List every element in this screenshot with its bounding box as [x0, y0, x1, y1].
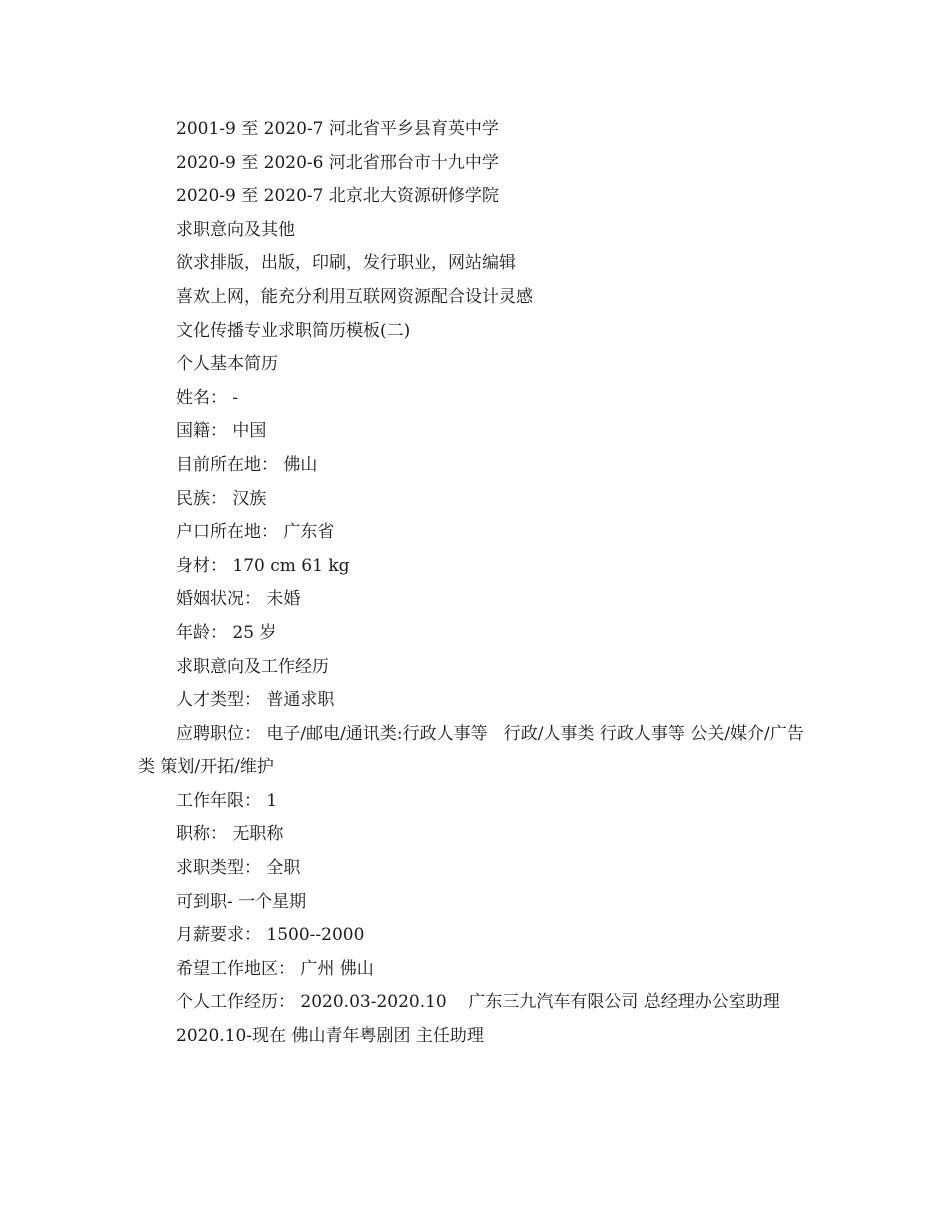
field-marital-status: 婚姻状况： 未婚 — [176, 589, 301, 610]
field-years-experience: 工作年限： 1 — [176, 790, 278, 811]
field-talent-type: 人才类型： 普通求职 — [176, 690, 335, 711]
field-current-location: 目前所在地： 佛山 — [176, 454, 318, 475]
work-experience-entry-1: 个人工作经历： 2020.03-2020.10 广东三九汽车有限公司 总经理办公室助理 — [176, 992, 780, 1013]
education-line-3: 2020-9 至 2020-7 北京北大资源研修学院 — [176, 186, 499, 207]
education-line-2: 2020-9 至 2020-6 河北省邢台市十九中学 — [176, 152, 499, 173]
field-name: 姓名： - — [176, 387, 239, 408]
education-line-1: 2001-9 至 2020-7 河北省平乡县育英中学 — [176, 119, 499, 139]
field-applied-position: 应聘职位： 电子/邮电/通讯类:行政人事等 行政/人事类 行政人事等 公关/媒介/广告类 策划/开拓/维护 — [138, 723, 804, 778]
field-physique: 身材： 170 cm 61 kg — [176, 555, 350, 576]
desired-jobs-line: 欲求排版，出版，印刷，发行职业，网站编辑 — [176, 253, 516, 274]
field-job-title: 职称： 无职称 — [176, 824, 284, 845]
field-job-type: 求职类型： 全职 — [176, 858, 301, 879]
template-title: 文化传播专业求职简历模板(二) — [176, 320, 411, 341]
work-experience-entry-2: 2020.10-现在 佛山青年粤剧团 主任助理 — [176, 1026, 484, 1047]
interests-line: 喜欢上网，能充分利用互联网资源配合设计灵感 — [176, 286, 533, 307]
field-hukou-location: 户口所在地： 广东省 — [176, 522, 335, 543]
field-preferred-location: 希望工作地区： 广州 佛山 — [176, 958, 374, 979]
section-heading-job-intent-experience: 求职意向及工作经历 — [176, 656, 329, 677]
field-age: 年龄： 25 岁 — [176, 622, 277, 643]
field-salary-requirement: 月薪要求： 1500--2000 — [176, 925, 365, 946]
document-body — [138, 113, 818, 1054]
field-ethnicity: 民族： 汉族 — [176, 488, 267, 509]
field-nationality: 国籍： 中国 — [176, 421, 267, 442]
section-heading-basic-resume: 个人基本简历 — [176, 354, 278, 375]
section-heading-job-intent-other: 求职意向及其他 — [176, 219, 295, 240]
field-availability: 可到职- 一个星期 — [176, 891, 307, 912]
